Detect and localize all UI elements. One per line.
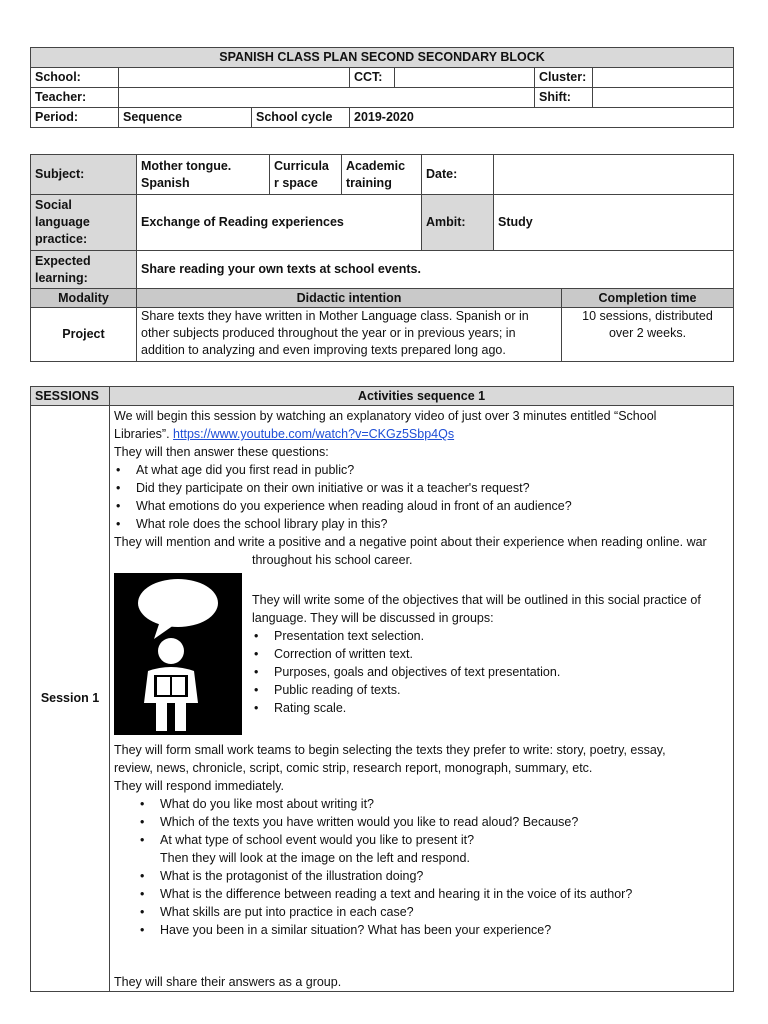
school-cycle-label: School cycle <box>252 108 350 128</box>
video-link[interactable]: https://www.youtube.com/watch?v=CKGz5Sbp4Qs <box>173 427 455 441</box>
list-item: • Did they participate on their own initiative or was it a teacher's request? <box>114 479 729 497</box>
date-field[interactable] <box>494 155 734 195</box>
date-label: Date: <box>422 155 494 195</box>
modality-value: Project <box>31 308 137 362</box>
mention-line-1: They will mention and write a positive and a negative point about their experience when reading online. war <box>114 535 707 549</box>
cct-label: CCT: <box>350 68 395 88</box>
didactic-intention-header: Didactic intention <box>137 289 562 308</box>
list-item: • At what type of school event would you like to present it? <box>114 831 729 849</box>
then-look-line: Then they will look at the image on the left and respond. <box>160 851 470 865</box>
list-item: • Purposes, goals and objectives of text presentation. <box>252 663 729 681</box>
activities-header: Activities sequence 1 <box>110 387 734 406</box>
shift-field[interactable] <box>593 88 734 108</box>
completion-time-value: 10 sessions, distributed over 2 weeks. <box>562 308 734 362</box>
modality-header: Modality <box>31 289 137 308</box>
objectives-line-2: language. They will be discussed in groups: <box>252 611 494 625</box>
list-item: • What do you like most about writing it? <box>114 795 729 813</box>
reading-child-speech-bubble-icon <box>114 573 242 735</box>
subject-value: Mother tongue. Spanish <box>137 155 270 195</box>
list-item: • What is the difference between reading a text and hearing it in the voice of its author? <box>114 885 729 903</box>
header-table <box>30 47 734 128</box>
teacher-field[interactable] <box>119 88 535 108</box>
session-1-label: Session 1 <box>31 406 110 992</box>
didactic-intention-value: Share texts they have written in Mother Language class. Spanish or in other subjects produced throughout the year or in previous years; in addition to analyzing and even improving texts prepared long ago. <box>137 308 562 362</box>
questions-list-1 <box>114 461 729 533</box>
questions-list-3 <box>114 867 729 939</box>
list-item: • Correction of written text. <box>252 645 729 663</box>
teacher-label: Teacher: <box>31 88 119 108</box>
list-item: • At what age did you first read in public? <box>114 461 729 479</box>
list-item: • What is the protagonist of the illustration doing? <box>114 867 729 885</box>
objectives-list <box>252 627 729 717</box>
period-label: Period: <box>31 108 119 128</box>
cct-field[interactable] <box>395 68 535 88</box>
list-item: • What skills are put into practice in each case? <box>114 903 729 921</box>
sessions-header: SESSIONS <box>31 387 110 406</box>
sessions-table <box>30 386 734 992</box>
cluster-field[interactable] <box>593 68 734 88</box>
school-cycle-value: 2019-2020 <box>350 108 734 128</box>
social-practice-label: Social language practice: <box>31 195 137 251</box>
shift-label: Shift: <box>535 88 593 108</box>
list-item: • Which of the texts you have written would you like to read aloud? Because? <box>114 813 729 831</box>
questions-list-2 <box>114 795 729 849</box>
cluster-label: Cluster: <box>535 68 593 88</box>
expected-learning-label: Expected learning: <box>31 251 137 289</box>
academic-training: Academic training <box>342 155 422 195</box>
intro-line-1: We will begin this session by watching an explanatory video of just over 3 minutes entitled “School <box>114 409 657 423</box>
expected-learning-value: Share reading your own texts at school events. <box>137 251 734 289</box>
list-item: • What role does the school library play in this? <box>114 515 729 533</box>
period-value: Sequence <box>119 108 252 128</box>
plan-table <box>30 154 734 362</box>
list-item: • Have you been in a similar situation? What has been your experience? <box>114 921 729 939</box>
social-practice-value: Exchange of Reading experiences <box>137 195 422 251</box>
teams-line-1: They will form small work teams to begin selecting the texts they prefer to write: story, poetry, essay, <box>114 743 666 757</box>
school-label: School: <box>31 68 119 88</box>
teams-line-3: They will respond immediately. <box>114 779 284 793</box>
list-item: • Public reading of texts. <box>252 681 729 699</box>
list-item: • Rating scale. <box>252 699 729 717</box>
mention-line-2: throughout his school career. <box>252 553 413 567</box>
list-item: • Presentation text selection. <box>252 627 729 645</box>
subject-label: Subject: <box>31 155 137 195</box>
school-field[interactable] <box>119 68 350 88</box>
closing-line: They will share their answers as a group. <box>114 975 342 989</box>
curricular-space: Curricula r space <box>270 155 342 195</box>
objectives-line-1: They will write some of the objectives that will be outlined in this social practice of <box>252 593 701 607</box>
ambit-label: Ambit: <box>422 195 494 251</box>
list-item: • What emotions do you experience when reading aloud in front of an audience? <box>114 497 729 515</box>
ambit-value: Study <box>494 195 734 251</box>
document-title: SPANISH CLASS PLAN SECOND SECONDARY BLOCK <box>31 48 734 68</box>
session-1-activities: We will begin this session by watching an explanatory video of just over 3 minutes entitled “School Libraries”. https://www.youtube.com/watch?v=CKGz5Sbp4Qs They will then answer these questions: • At what age did you first read in public? • Did they participate on their own initiative or was it a teacher's request? • What emotions do you experience when reading aloud in front of an audience? • What role does the school library play in this? They will mention and write a positive and a negative point about their experience when reading online. war throughout his school career. They will write some of the objectives that will be outlined in this social practice of language. They will be discussed in groups: • Presentation text selection. • Correction of written text. • Purposes, goals and objectives of text presentation. • Public reading of texts. • Rating scale. They will form small work teams to begin selecting the texts they prefer to write: story, poetry, essay, review, news, chronicle, script, comic strip, research report, monograph, summary, etc. They will respond immediately. • What do you like most about writing it? • Which of the texts you have written would you like to read aloud? Because? • At what type of school event would you like to present it? Then they will look at the image on the left and respond. • What is the protagonist of the illustration doing? • What is the difference between reading a text and hearing it in the voice of its author? • What skills are put into practice in each case? • Have you been in a similar situation? What has been your experience? They will share their answers as a group. <box>110 406 734 992</box>
teams-line-2: review, news, chronicle, script, comic strip, research report, monograph, summary, etc. <box>114 761 593 775</box>
completion-time-header: Completion time <box>562 289 734 308</box>
